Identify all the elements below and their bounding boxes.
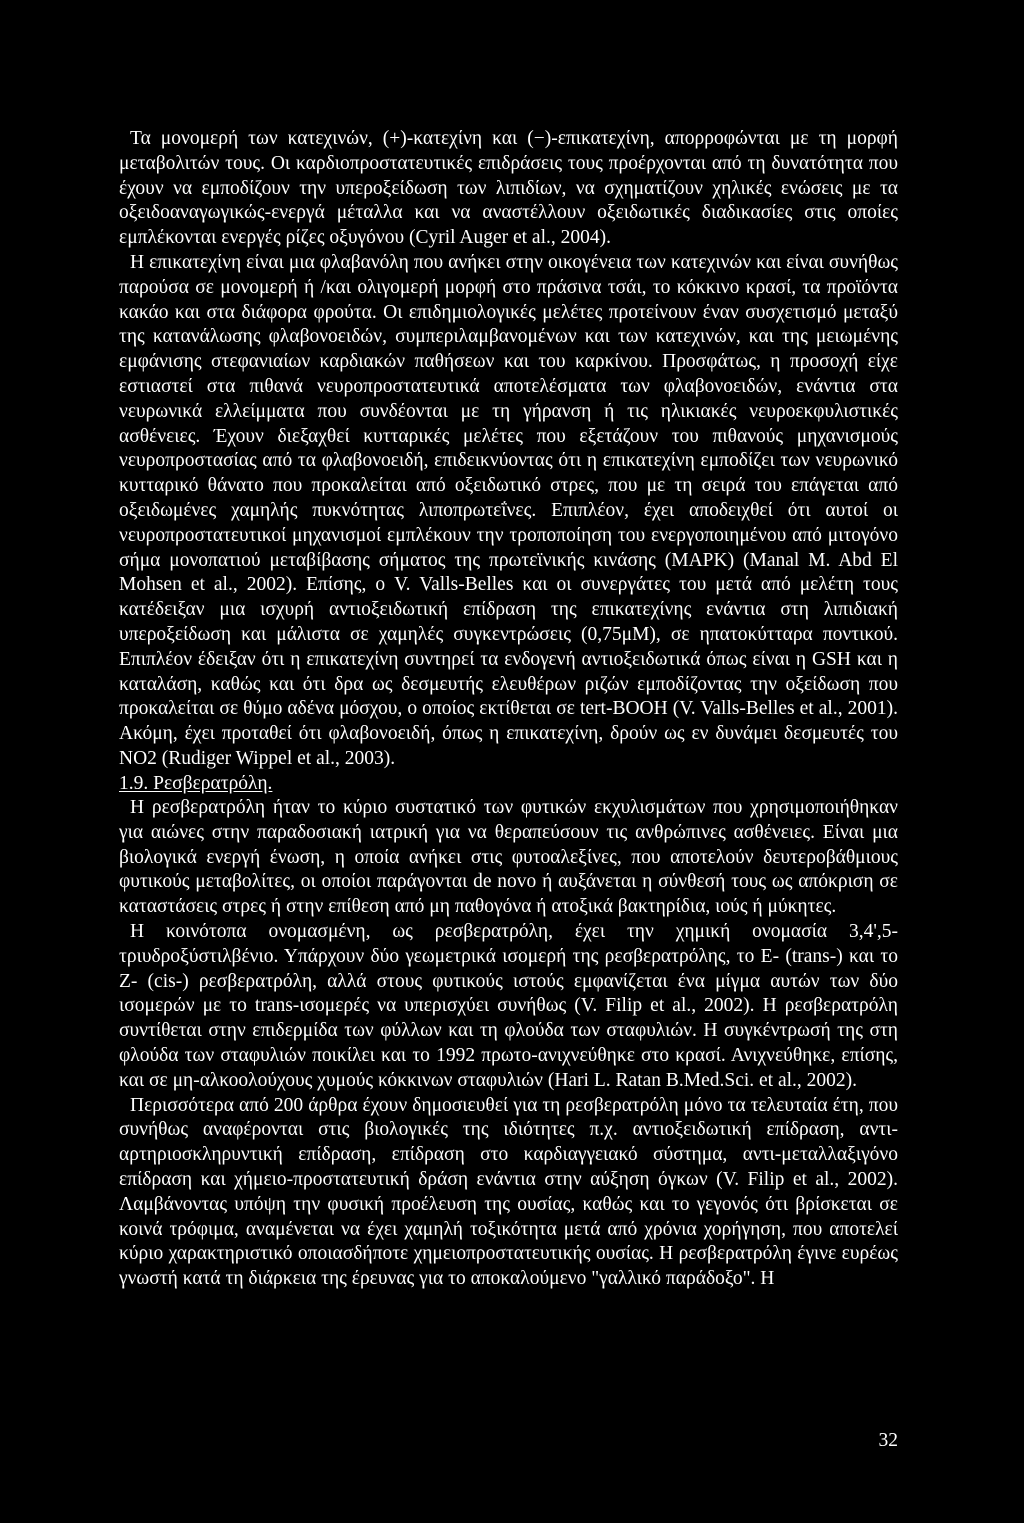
section-heading-resveratrol: 1.9. Ρεσβερατρόλη.	[119, 773, 273, 794]
paragraph: Η κοινότοπα ονομασμένη, ως ρεσβερατρόλη, έχει την χημική ονομασία 3,4',5-τριυδροξύστιλβένιο. Υπάρχουν δύο γεωμετρικά ισομερή της ρεσβερατρόλης, το E- (trans-) και το Z- (cis-) ρεσβερατρόλη, αλλά στους φυτικούς ιστούς εμφανίζεται ένα μίγμα αυτών των δύο ισομερών με το trans-ισομερές να υπερισχύει συνήθως (V. Filip et al., 2002). Η ρεσβερατρόλη συντίθεται στην επιδερμίδα των φύλλων και τη φλούδα των σταφυλιών. Η συγκέντρωσή της στη φλούδα των σταφυλιών ποικίλει και το 1992 πρωτο-ανιχνεύθηκε στο κρασί. Ανιχνεύθηκε, επίσης, και σε μη-αλκοολούχους χυμούς κόκκινων σταφυλιών (Hari L. Ratan B.Med.Sci. et al., 2002).	[119, 920, 898, 1091]
paragraph: Η ρεσβερατρόλη ήταν το κύριο συστατικό των φυτικών εκχυλισμάτων που χρησιμοποιήθηκαν για αιώνες στην παραδοσιακή ιατρική για να θεραπεύσουν τις ανθρώπινες ασθένειες. Είναι μια βιολογικά ενεργή ένωση, η οποία ανήκει στις φυτοαλεξίνες, που αποτελούν δευτεροβάθμιους φυτικούς μεταβολίτες, οι οποίοι παράγονται de novo ή αυξάνεται η σύνθεσή τους ως απόκριση σε καταστάσεις στρες ή στην επίθεση από μη παθογόνα ή ατοξικά βακτηρίδια, ιούς ή μύκητες.	[119, 797, 898, 918]
paragraph: Η επικατεχίνη είναι μια φλαβανόλη που ανήκει στην οικογένεια των κατεχινών και είναι συνήθως παρούσα σε μονομερή ή /και ολιγομερή μορφή στο πράσινα τσάι, το κόκκινο κρασί, τα προϊόντα κακάο και στα διάφορα φρούτα. Οι επιδημιολογικές μελέτες προτείνουν έναν συσχετισμό μεταξύ της κατανάλωσης φλαβονοειδών, συμπεριλαμβανομένων και των κατεχινών, και της μειωμένης εμφάνισης στεφανιαίων καρδιακών παθήσεων και του καρκίνου. Προσφάτως, η προσοχή είχε εστιαστεί στα πιθανά νευροπροστατευτικά αποτελέσματα των φλαβονοειδών, ενάντια στα νευρωνικά ελλείμματα που συνδέονται με τη γήρανση ή τις ηλικιακές νευροεκφυλιστικές ασθένειες. Έχουν διεξαχθεί κυτταρικές μελέτες που εξετάζουν του πιθανούς μηχανισμούς νευροπροστασίας από τα φλαβονοειδή, επιδεικνύοντας ότι η επικατεχίνη εμποδίζει των νευρωνικό κυτταρικό θάνατο που προκαλείται από οξειδωτικό στρες, που με τη σειρά του επάγεται από οξειδωμένες χαμηλής πυκνότητας λιποπρωτεΐνες. Επιπλέον, έχει αποδειχθεί ότι αυτοί οι νευροπροστατευτικοί μηχανισμοί εμπλέκουν την τροποποίηση του ενεργοποιημένου από μιτογόνο σήμα μονοπατιού μεταβίβασης σήματος της πρωτεϊνικής κινάσης (MAPK) (Manal M. Abd El Mohsen et al., 2002). Επίσης, ο V. Valls-Belles και οι συνεργάτες του μετά από μελέτη τους κατέδειξαν μια ισχυρή αντιοξειδωτική επίδραση της επικατεχίνης ενάντια στη λιπιδιακή υπεροξείδωση και μάλιστα σε χαμηλές συγκεντρώσεις (0,75μΜ), σε ηπατοκύτταρα ποντικού. Επιπλέον έδειξαν ότι η επικατεχίνη συντηρεί τα ενδογενή αντιοξειδωτικά όπως είναι η GSH και η καταλάση, καθώς και ότι δρα ως δεσμευτής ελευθέρων ριζών εμποδίζοντας την οξείδωση που προκαλείται σε θύμο αδένα μόσχου, ο οποίος εκτίθεται σε tert-BOOH (V. Valls-Belles et al., 2001). Ακόμη, έχει προταθεί ότι φλαβονοειδή, όπως η επικατεχίνη, δρούν ως εν δυνάμει δεσμευτές του NO2 (Rudiger Wippel et al., 2003).	[119, 251, 898, 769]
page-number: 32	[878, 1430, 898, 1451]
section-epicatechin-text	[119, 127, 898, 772]
paragraph: Τα μονομερή των κατεχινών, (+)-κατεχίνη και (−)-επικατεχίνη, απορροφώνται με τη μορφή μεταβολιτών τους. Οι καρδιοπροστατευτικές επιδράσεις τους προέρχονται από τη δυνατότητα που έχουν να εμποδίζουν την υπεροξείδωση των λιπιδίων, να σχηματίζουν χηλικές ενώσεις με τα οξειδοαναγωγικώς-ενεργά μέταλλα και να αναστέλλουν οξειδωτικές διαδικασίες στις οποίες εμπλέκονται ενεργές ρίζες οξυγόνου (Cyril Auger et al., 2004).	[119, 128, 898, 249]
section-resveratrol-text	[119, 796, 898, 1292]
paragraph: Περισσότερα από 200 άρθρα έχουν δημοσιευθεί για τη ρεσβερατρόλη μόνο τα τελευταία έτη, που συνήθως αναφέρονται στις βιολογικές της ιδιότητες π.χ. αντιοξειδωτική επίδραση, αντι-αρτηριοσκληρυντική επίδραση, επίδραση στο καρδιαγγειακό σύστημα, αντι-μεταλλαξιγόνο επίδραση και χήμειο-προστατευτική δράση ενάντια στην αύξηση όγκων (V. Filip et al., 2002). Λαμβάνοντας υπόψη την φυσική προέλευση της ουσίας, καθώς και το γεγονός ότι βρίσκεται σε κοινά τρόφιμα, αναμένεται να έχει χαμηλή τοξικότητα μετά από χρόνια χορήγηση, που αποτελεί κύριο χαρακτηριστικό οποιασδήποτε χημειοπροστατευτικής ουσίας. Η ρεσβερατρόλη έγινε ευρέως γνωστή κατά τη διάρκεια της έρευνας για το αποκαλούμενο "γαλλικό παράδοξο". Η	[119, 1094, 898, 1290]
